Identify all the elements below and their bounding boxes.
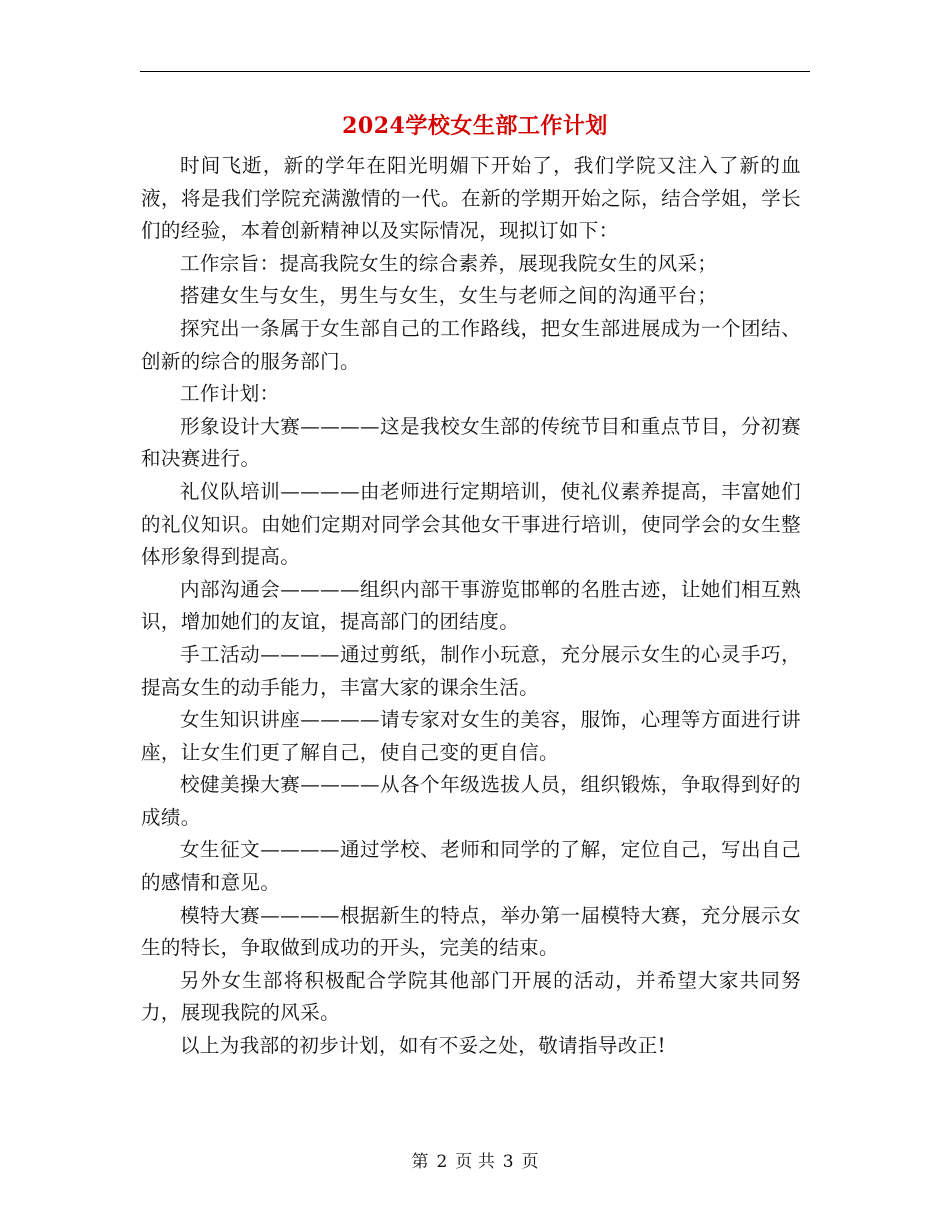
- paragraph-cooperation: 另外女生部将积极配合学院其他部门开展的活动，并希望大家共同努力，展现我院的风采。: [141, 968, 801, 1025]
- document-body: [141, 150, 801, 1063]
- paragraph-image-design-contest: 形象设计大赛————这是我校女生部的传统节目和重点节目，分初赛和决赛进行。: [141, 414, 801, 471]
- paragraph-essay: 女生征文————通过学校、老师和同学的了解，定位自己，写出自己的感情和意见。: [141, 838, 801, 895]
- paragraph-closing: 以上为我部的初步计划，如有不妥之处，敬请指导改正!: [180, 1034, 666, 1058]
- paragraph-aerobics-contest: 校健美操大赛————从各个年级选拔人员，组织锻炼，争取得到好的成绩。: [141, 773, 801, 829]
- footer-current-page: 2: [436, 1152, 448, 1172]
- paragraph-etiquette-training: 礼仪队培训————由老师进行定期培训，使礼仪素养提高，丰富她们的礼仪知识。由她们定期对同学会其他女干事进行培训，使同学会的女生整体形象得到提高。: [141, 479, 801, 569]
- paragraph-model-contest: 模特大赛————根据新生的特点，举办第一届模特大赛，充分展示女生的特长，争取做到成功的开头，完美的结束。: [141, 903, 801, 960]
- paragraph-purpose: 工作宗旨：提高我院女生的综合素养，展现我院女生的风采；: [180, 251, 718, 275]
- paragraph-platform: 搭建女生与女生，男生与女生，女生与老师之间的沟通平台；: [180, 284, 718, 308]
- footer-suffix: 页: [521, 1152, 539, 1172]
- paragraph-knowledge-lecture: 女生知识讲座————请专家对女生的美容，服饰，心理等方面进行讲座，让女生们更了解自己，使自己变的更自信。: [141, 708, 801, 764]
- paragraph-route: 探究出一条属于女生部自己的工作路线，把女生部进展成为一个团结、创新的综合的服务部门。: [141, 316, 801, 373]
- paragraph-plan-heading: 工作计划：: [180, 382, 280, 406]
- paragraph-internal-meeting: 内部沟通会————组织内部干事游览邯郸的名胜古迹，让她们相互熟识，增加她们的友谊，提高部门的团结度。: [141, 577, 801, 634]
- paragraph-intro: 时间飞逝，新的学年在阳光明媚下开始了，我们学院又注入了新的血液，将是我们学院充满激情的一代。在新的学期开始之际，结合学姐，学长们的经验，本着创新精神以及实际情况，现拟订如下：: [141, 154, 801, 243]
- page-footer: [0, 1150, 950, 1174]
- footer-total-pages: 3: [502, 1152, 514, 1172]
- footer-mid: 页 共: [455, 1152, 495, 1172]
- document-title: 2024学校女生部工作计划: [342, 113, 608, 139]
- header-rule: [140, 71, 810, 72]
- paragraph-handicraft: 手工活动————通过剪纸，制作小玩意，充分展示女生的心灵手巧，提高女生的动手能力，丰富大家的课余生活。: [141, 642, 801, 699]
- footer-prefix: 第: [411, 1152, 429, 1172]
